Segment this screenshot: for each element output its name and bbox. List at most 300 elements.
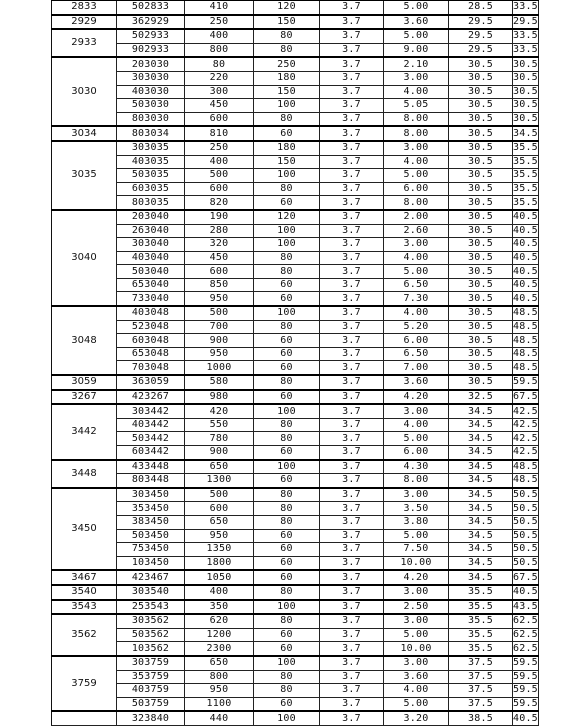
length-cell: 59.5 — [513, 670, 538, 682]
voltage-cell: 3.7 — [320, 502, 384, 516]
voltage-cell: 3.7 — [320, 182, 384, 196]
capacity-cell: 900 — [185, 334, 254, 348]
voltage-cell: 3.7 — [320, 474, 384, 488]
model-cell: 203040 — [117, 210, 185, 224]
thickness-cell: 3.00 — [384, 238, 449, 252]
thickness-cell: 6.00 — [384, 334, 449, 348]
table-row — [52, 515, 539, 529]
table-row — [52, 57, 539, 71]
length-cell: 62.5 — [513, 615, 538, 627]
model-cell: 303540 — [117, 585, 185, 600]
series-cell: 3543 — [52, 600, 117, 615]
table-row — [52, 697, 539, 711]
table-row — [52, 320, 539, 334]
width-cell: 34.5 — [449, 460, 513, 474]
capacity-cell: 650 — [185, 515, 254, 529]
voltage-cell: 3.7 — [320, 361, 384, 375]
width-cell: 30.5 — [449, 182, 513, 196]
series-cell: 3048 — [52, 306, 117, 375]
voltage-cell: 3.7 — [320, 112, 384, 126]
table-row — [52, 529, 539, 543]
rate-cell: 80 — [254, 684, 320, 698]
width-cell: 30.5 — [449, 112, 513, 126]
rate-cell: 80 — [254, 265, 320, 279]
table-row — [52, 99, 539, 113]
rate-cell: 150 — [254, 15, 320, 30]
length-cell: 50.5 — [513, 556, 539, 570]
width-cell: 35.5 — [449, 600, 513, 615]
capacity-cell: 950 — [185, 292, 254, 306]
thickness-cell: 4.30 — [384, 460, 449, 474]
length-cell: 48.5 — [513, 460, 538, 472]
model-cell: 403040 — [117, 251, 185, 265]
series-cell: 3030 — [52, 57, 117, 126]
length-cell: 50.5 — [513, 543, 538, 555]
table-row — [52, 432, 539, 446]
voltage-cell: 3.7 — [320, 656, 384, 670]
width-cell: 30.5 — [449, 375, 513, 390]
voltage-cell: 3.7 — [320, 169, 384, 183]
model-cell: 603035 — [117, 182, 185, 196]
table-row — [52, 628, 539, 642]
capacity-cell: 580 — [185, 375, 254, 390]
width-cell: 34.5 — [449, 432, 513, 446]
model-cell: 803448 — [117, 474, 185, 488]
model-cell: 253543 — [117, 600, 185, 615]
voltage-cell: 3.7 — [320, 515, 384, 529]
width-cell: 29.5 — [449, 29, 513, 43]
table-row — [52, 460, 539, 474]
length-cell: 50.5 — [513, 502, 538, 514]
length-cell: 50.5 — [513, 489, 538, 501]
model-cell: 103562 — [117, 642, 185, 656]
rate-cell: 180 — [254, 141, 320, 155]
length-cell: 42.5 — [513, 446, 539, 460]
capacity-cell: 500 — [185, 488, 254, 502]
model-cell: 503562 — [117, 628, 185, 642]
width-cell: 29.5 — [449, 43, 513, 57]
rate-cell: 60 — [254, 334, 320, 348]
width-cell: 30.5 — [449, 361, 513, 375]
table-row — [52, 251, 539, 265]
capacity-cell: 1100 — [185, 697, 254, 711]
length-cell: 48.5 — [513, 307, 538, 319]
width-cell: 32.5 — [449, 390, 513, 405]
rate-cell: 80 — [254, 670, 320, 684]
length-cell: 48.5 — [513, 320, 538, 332]
width-cell: 30.5 — [449, 224, 513, 238]
model-cell: 362929 — [117, 15, 185, 30]
capacity-cell: 1200 — [185, 628, 254, 642]
model-cell: 703048 — [117, 361, 185, 375]
table-row — [52, 375, 539, 390]
capacity-cell: 820 — [185, 196, 254, 210]
capacity-cell: 440 — [185, 711, 254, 725]
length-cell: 29.5 — [513, 15, 539, 30]
width-cell: 34.5 — [449, 543, 513, 557]
model-cell: 303035 — [117, 141, 185, 155]
rate-cell: 60 — [254, 474, 320, 488]
capacity-cell: 400 — [185, 29, 254, 43]
length-cell: 48.5 — [513, 474, 539, 488]
model-cell: 502933 — [117, 29, 185, 43]
length-cell: 59.5 — [513, 697, 539, 711]
model-cell: 303442 — [117, 404, 185, 418]
voltage-cell: 3.7 — [320, 390, 384, 405]
voltage-cell: 3.7 — [320, 711, 384, 725]
thickness-cell: 5.00 — [384, 628, 449, 642]
voltage-cell: 3.7 — [320, 43, 384, 57]
rate-cell: 80 — [254, 43, 320, 57]
capacity-cell: 550 — [185, 418, 254, 432]
rate-cell: 120 — [254, 0, 320, 15]
series-cell: 3759 — [52, 656, 117, 711]
thickness-cell: 5.00 — [384, 29, 449, 43]
model-cell: 653048 — [117, 347, 185, 361]
table-row — [52, 155, 539, 169]
table-row — [52, 126, 539, 141]
voltage-cell: 3.7 — [320, 585, 384, 600]
voltage-cell: 3.7 — [320, 0, 384, 15]
width-cell: 34.5 — [449, 515, 513, 529]
thickness-cell: 6.00 — [384, 182, 449, 196]
width-cell: 37.5 — [449, 684, 513, 698]
capacity-cell: 450 — [185, 99, 254, 113]
thickness-cell: 5.20 — [384, 320, 449, 334]
capacity-cell: 650 — [185, 656, 254, 670]
thickness-cell: 6.00 — [384, 446, 449, 460]
model-cell: 503035 — [117, 169, 185, 183]
model-cell: 203030 — [117, 57, 185, 71]
table-row — [52, 347, 539, 361]
length-cell: 40.5 — [513, 292, 539, 306]
table-row — [52, 446, 539, 460]
capacity-cell: 320 — [185, 238, 254, 252]
capacity-cell: 500 — [185, 169, 254, 183]
capacity-cell: 280 — [185, 224, 254, 238]
length-cell: 35.5 — [513, 183, 538, 195]
rate-cell: 80 — [254, 29, 320, 43]
model-cell: 603048 — [117, 334, 185, 348]
thickness-cell: 3.00 — [384, 585, 449, 600]
model-cell: 303562 — [117, 614, 185, 628]
rate-cell: 80 — [254, 515, 320, 529]
capacity-cell: 850 — [185, 278, 254, 292]
rate-cell: 60 — [254, 529, 320, 543]
capacity-cell: 950 — [185, 529, 254, 543]
thickness-cell: 5.00 — [384, 0, 449, 15]
rate-cell: 100 — [254, 99, 320, 113]
length-cell: 33.5 — [513, 0, 539, 15]
width-cell: 37.5 — [449, 656, 513, 670]
rate-cell: 150 — [254, 155, 320, 169]
thickness-cell: 3.50 — [384, 502, 449, 516]
voltage-cell: 3.7 — [320, 126, 384, 141]
capacity-cell: 410 — [185, 0, 254, 15]
capacity-cell: 420 — [185, 404, 254, 418]
width-cell: 34.5 — [449, 418, 513, 432]
voltage-cell: 3.7 — [320, 556, 384, 570]
series-cell: 3442 — [52, 404, 117, 459]
rate-cell: 100 — [254, 404, 320, 418]
capacity-cell: 250 — [185, 15, 254, 30]
model-cell: 403442 — [117, 418, 185, 432]
table-row — [52, 418, 539, 432]
table-row — [52, 112, 539, 126]
length-cell: 59.5 — [513, 375, 539, 390]
thickness-cell: 9.00 — [384, 43, 449, 57]
capacity-cell: 800 — [185, 43, 254, 57]
thickness-cell: 3.60 — [384, 375, 449, 390]
capacity-cell: 350 — [185, 600, 254, 615]
length-cell: 42.5 — [513, 405, 538, 417]
series-cell: 3040 — [52, 210, 117, 306]
model-cell: 383450 — [117, 515, 185, 529]
capacity-cell: 950 — [185, 684, 254, 698]
rate-cell: 80 — [254, 375, 320, 390]
model-cell: 263040 — [117, 224, 185, 238]
voltage-cell: 3.7 — [320, 418, 384, 432]
thickness-cell: 7.00 — [384, 361, 449, 375]
width-cell: 30.5 — [449, 71, 513, 85]
voltage-cell: 3.7 — [320, 15, 384, 30]
rate-cell: 100 — [254, 600, 320, 615]
model-cell: 303450 — [117, 488, 185, 502]
length-cell: 30.5 — [513, 58, 538, 70]
thickness-cell: 5.00 — [384, 697, 449, 711]
width-cell: 30.5 — [449, 141, 513, 155]
capacity-cell: 220 — [185, 71, 254, 85]
table-row — [52, 390, 539, 405]
rate-cell: 60 — [254, 390, 320, 405]
thickness-cell: 4.00 — [384, 306, 449, 320]
voltage-cell: 3.7 — [320, 628, 384, 642]
table-row — [52, 488, 539, 502]
table-row — [52, 334, 539, 348]
width-cell: 34.5 — [449, 502, 513, 516]
thickness-cell: 5.00 — [384, 529, 449, 543]
model-cell: 653040 — [117, 278, 185, 292]
thickness-cell: 5.00 — [384, 169, 449, 183]
rate-cell: 60 — [254, 446, 320, 460]
length-cell: 30.5 — [513, 72, 538, 84]
width-cell: 30.5 — [449, 85, 513, 99]
table-row — [52, 224, 539, 238]
model-cell: 103450 — [117, 556, 185, 570]
length-cell: 35.5 — [513, 196, 539, 210]
width-cell: 34.5 — [449, 474, 513, 488]
rate-cell: 60 — [254, 347, 320, 361]
capacity-cell: 1800 — [185, 556, 254, 570]
model-cell: 323840 — [117, 711, 185, 725]
voltage-cell: 3.7 — [320, 224, 384, 238]
width-cell: 34.5 — [449, 556, 513, 570]
rate-cell: 60 — [254, 126, 320, 141]
capacity-cell: 1000 — [185, 361, 254, 375]
table-row — [52, 196, 539, 210]
rate-cell: 60 — [254, 543, 320, 557]
table-row — [52, 684, 539, 698]
voltage-cell: 3.7 — [320, 529, 384, 543]
rate-cell: 80 — [254, 488, 320, 502]
width-cell: 35.5 — [449, 585, 513, 600]
table-row — [52, 292, 539, 306]
length-cell: 33.5 — [513, 30, 538, 42]
length-cell: 42.5 — [513, 432, 538, 444]
voltage-cell: 3.7 — [320, 99, 384, 113]
width-cell: 30.5 — [449, 347, 513, 361]
series-cell: 3562 — [52, 614, 117, 656]
capacity-cell: 400 — [185, 155, 254, 169]
voltage-cell: 3.7 — [320, 460, 384, 474]
rate-cell: 80 — [254, 112, 320, 126]
thickness-cell: 4.00 — [384, 684, 449, 698]
capacity-cell: 500 — [185, 306, 254, 320]
rate-cell: 250 — [254, 57, 320, 71]
rate-cell: 60 — [254, 196, 320, 210]
rate-cell: 150 — [254, 85, 320, 99]
model-cell: 503040 — [117, 265, 185, 279]
width-cell: 30.5 — [449, 278, 513, 292]
thickness-cell: 5.00 — [384, 265, 449, 279]
capacity-cell: 300 — [185, 85, 254, 99]
voltage-cell: 3.7 — [320, 292, 384, 306]
thickness-cell: 4.00 — [384, 251, 449, 265]
series-cell: 3448 — [52, 460, 117, 488]
length-cell: 40.5 — [513, 585, 539, 600]
voltage-cell: 3.7 — [320, 141, 384, 155]
thickness-cell: 4.00 — [384, 85, 449, 99]
table-body — [52, 0, 539, 725]
voltage-cell: 3.7 — [320, 265, 384, 279]
capacity-cell: 810 — [185, 126, 254, 141]
rate-cell: 60 — [254, 628, 320, 642]
table-row — [52, 141, 539, 155]
capacity-cell: 600 — [185, 502, 254, 516]
model-cell: 403030 — [117, 85, 185, 99]
thickness-cell: 5.05 — [384, 99, 449, 113]
model-cell: 902933 — [117, 43, 185, 57]
model-cell: 753450 — [117, 543, 185, 557]
width-cell: 34.5 — [449, 446, 513, 460]
model-cell: 803034 — [117, 126, 185, 141]
model-cell: 803030 — [117, 112, 185, 126]
length-cell: 40.5 — [513, 279, 538, 291]
rate-cell: 60 — [254, 556, 320, 570]
rate-cell: 60 — [254, 697, 320, 711]
capacity-cell: 2300 — [185, 642, 254, 656]
rate-cell: 100 — [254, 224, 320, 238]
model-cell: 503030 — [117, 99, 185, 113]
length-cell: 34.5 — [513, 126, 539, 141]
length-cell: 48.5 — [513, 361, 539, 375]
width-cell: 30.5 — [449, 251, 513, 265]
rate-cell: 60 — [254, 292, 320, 306]
rate-cell: 80 — [254, 418, 320, 432]
length-cell: 35.5 — [513, 169, 538, 181]
rate-cell: 80 — [254, 614, 320, 628]
model-cell: 353759 — [117, 670, 185, 684]
width-cell: 37.5 — [449, 697, 513, 711]
length-cell: 43.5 — [513, 600, 539, 615]
length-cell: 33.5 — [513, 43, 539, 57]
table-row — [52, 29, 539, 43]
series-cell: 3267 — [52, 390, 117, 405]
thickness-cell: 8.00 — [384, 112, 449, 126]
series-cell: 2833 — [52, 0, 117, 15]
table-row — [52, 361, 539, 375]
length-cell: 62.5 — [513, 629, 538, 641]
rate-cell: 80 — [254, 182, 320, 196]
model-cell: 403035 — [117, 155, 185, 169]
width-cell: 35.5 — [449, 642, 513, 656]
rate-cell: 60 — [254, 361, 320, 375]
voltage-cell: 3.7 — [320, 375, 384, 390]
length-cell: 40.5 — [513, 265, 538, 277]
voltage-cell: 3.7 — [320, 238, 384, 252]
length-cell: 59.5 — [513, 657, 538, 669]
rate-cell: 100 — [254, 238, 320, 252]
table-row — [52, 614, 539, 628]
thickness-cell: 3.00 — [384, 71, 449, 85]
rate-cell: 100 — [254, 460, 320, 474]
series-cell: 3034 — [52, 126, 117, 141]
voltage-cell: 3.7 — [320, 404, 384, 418]
capacity-cell: 190 — [185, 210, 254, 224]
table-row — [52, 265, 539, 279]
width-cell: 35.5 — [449, 628, 513, 642]
length-cell: 42.5 — [513, 419, 538, 431]
width-cell: 30.5 — [449, 238, 513, 252]
width-cell: 34.5 — [449, 529, 513, 543]
capacity-cell: 600 — [185, 112, 254, 126]
width-cell: 28.5 — [449, 0, 513, 15]
series-cell: 3450 — [52, 488, 117, 571]
table-row — [52, 670, 539, 684]
table-row — [52, 711, 539, 725]
rate-cell: 180 — [254, 71, 320, 85]
voltage-cell: 3.7 — [320, 614, 384, 628]
table-row — [52, 238, 539, 252]
thickness-cell: 2.60 — [384, 224, 449, 238]
width-cell: 38.5 — [449, 711, 513, 725]
length-cell: 30.5 — [513, 85, 538, 97]
capacity-cell: 600 — [185, 182, 254, 196]
rate-cell: 80 — [254, 502, 320, 516]
capacity-cell: 780 — [185, 432, 254, 446]
table-row — [52, 169, 539, 183]
width-cell: 30.5 — [449, 126, 513, 141]
capacity-cell: 700 — [185, 320, 254, 334]
series-cell: 3540 — [52, 585, 117, 600]
table-row — [52, 585, 539, 600]
length-cell: 62.5 — [513, 642, 539, 656]
width-cell: 37.5 — [449, 670, 513, 684]
thickness-cell: 3.00 — [384, 141, 449, 155]
series-cell: 2933 — [52, 29, 117, 57]
model-cell: 502833 — [117, 0, 185, 15]
thickness-cell: 5.00 — [384, 432, 449, 446]
width-cell: 30.5 — [449, 306, 513, 320]
voltage-cell: 3.7 — [320, 600, 384, 615]
series-cell — [52, 711, 117, 725]
table-row — [52, 570, 539, 585]
thickness-cell: 3.00 — [384, 488, 449, 502]
length-cell: 59.5 — [513, 684, 538, 696]
voltage-cell: 3.7 — [320, 446, 384, 460]
width-cell: 29.5 — [449, 15, 513, 30]
voltage-cell: 3.7 — [320, 684, 384, 698]
